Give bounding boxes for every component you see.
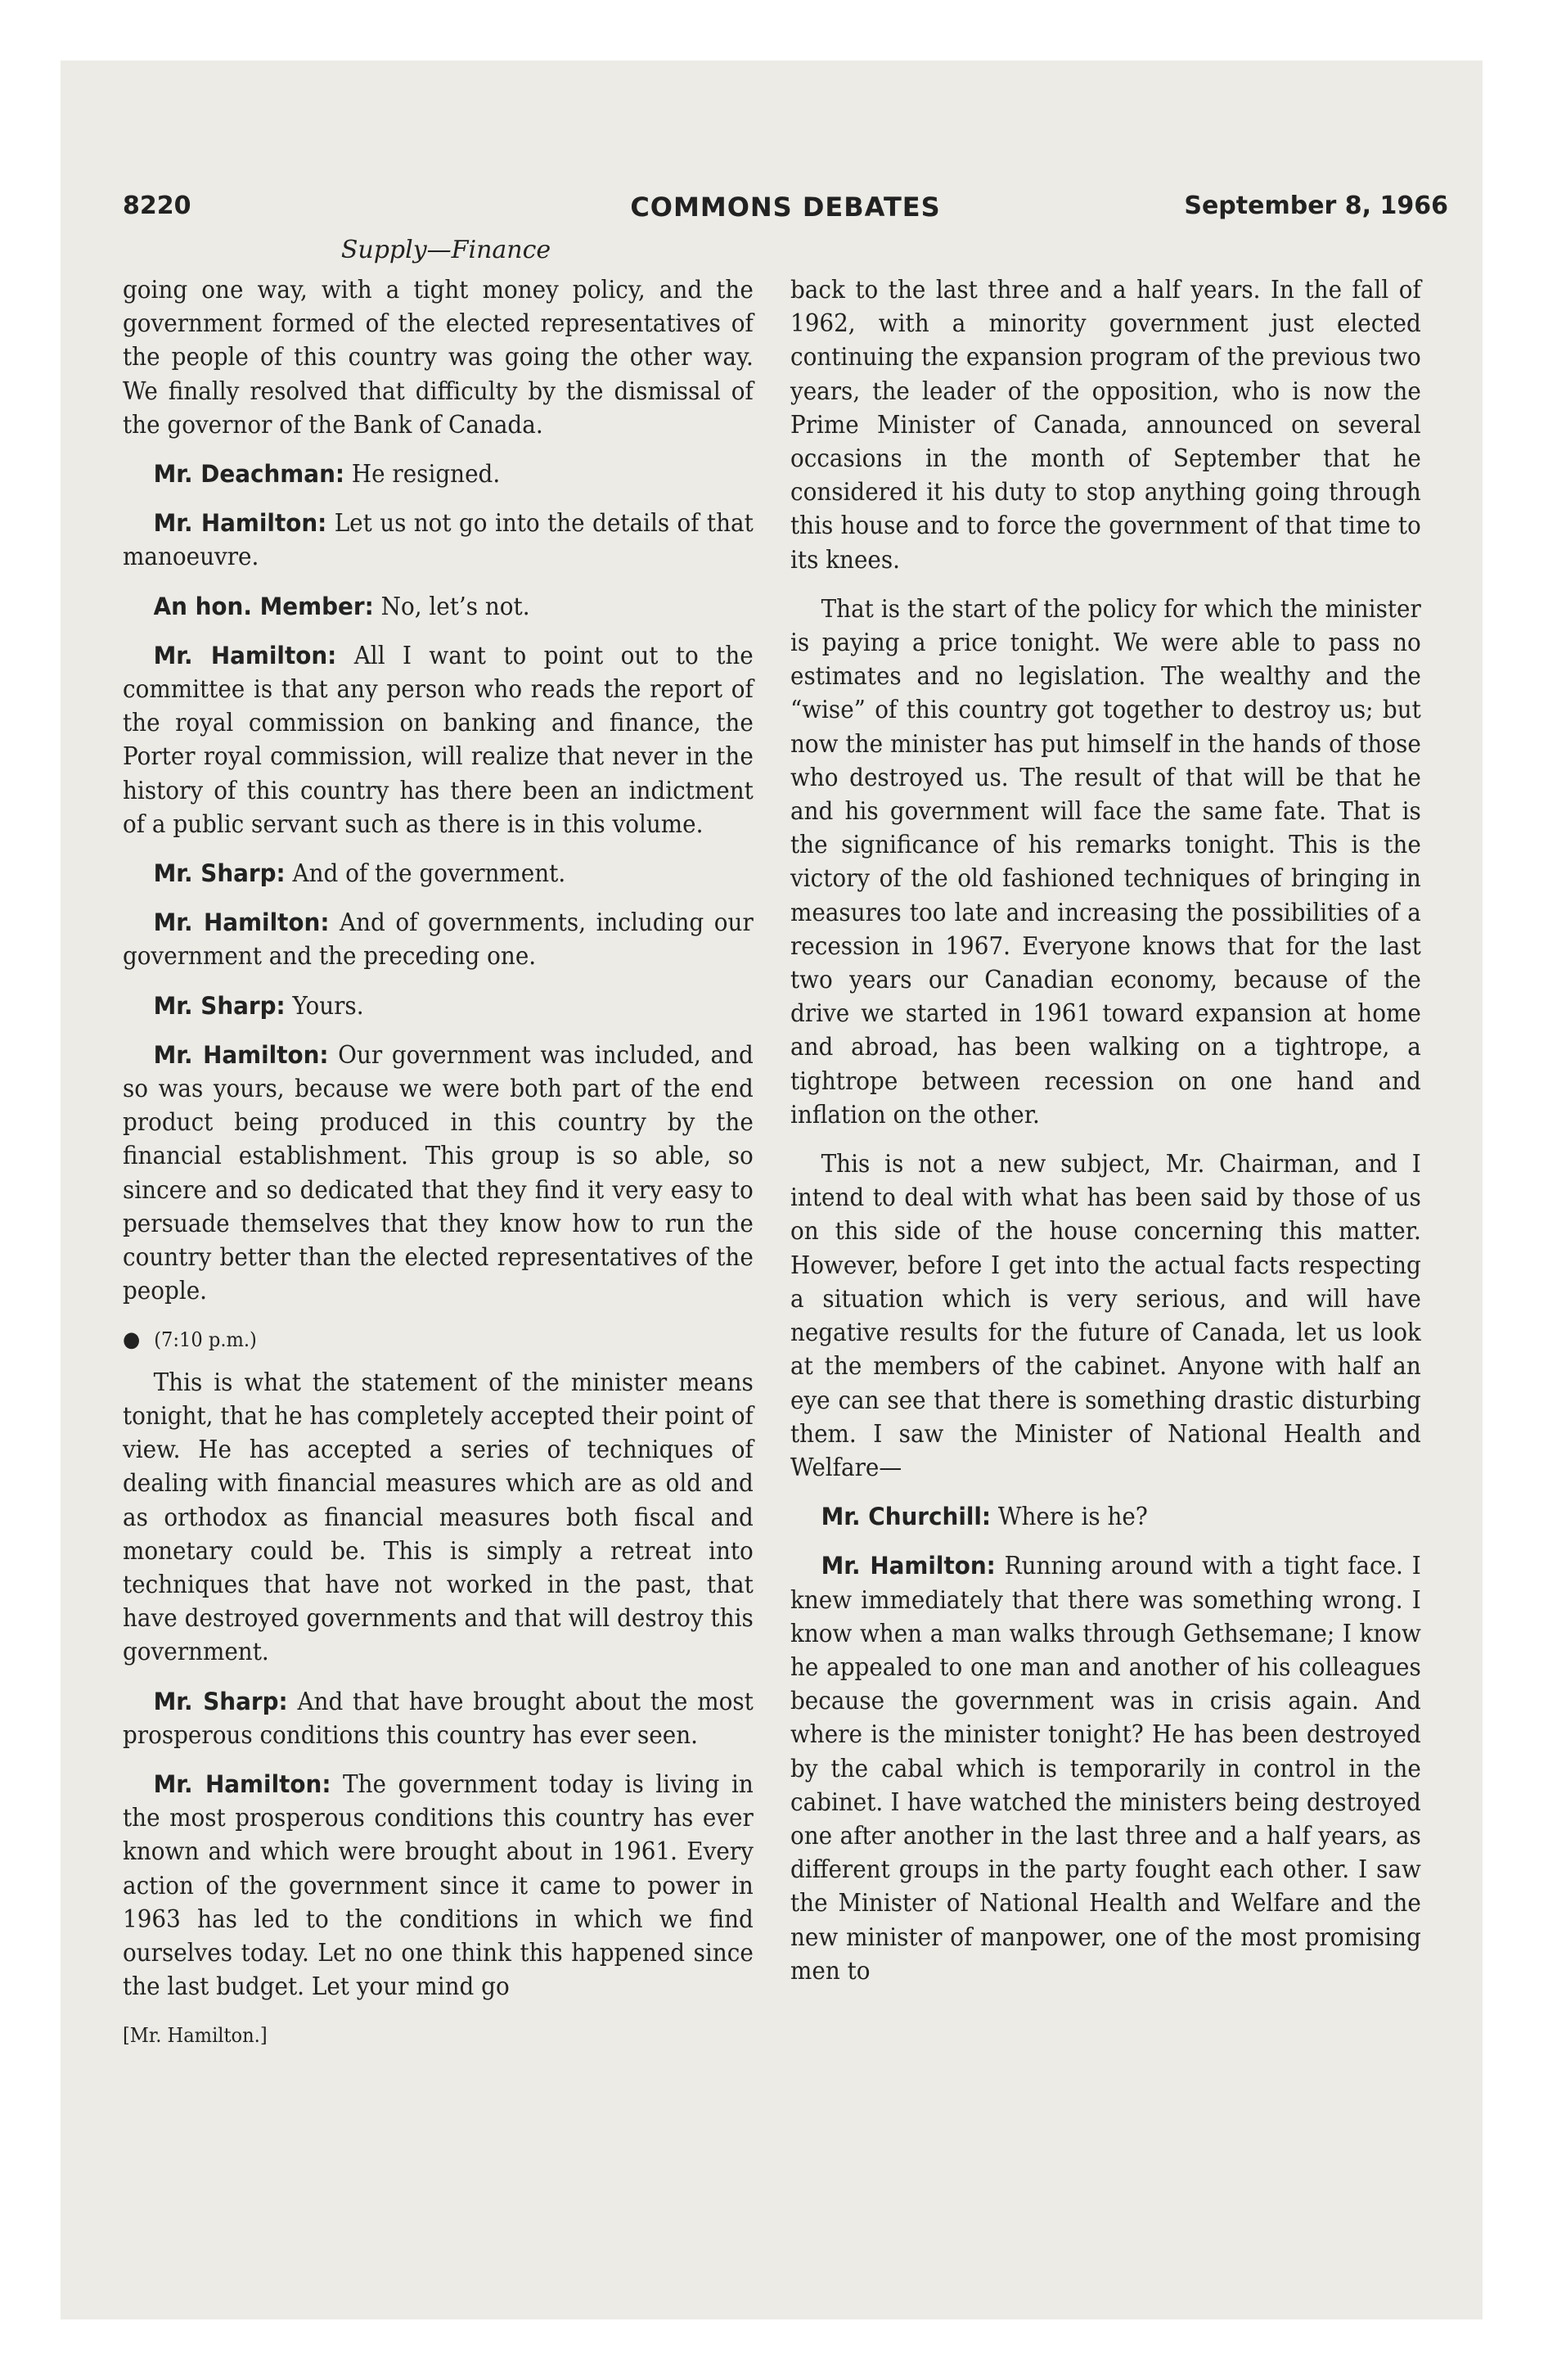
speaker-name: Mr. Hamilton: [153, 509, 327, 538]
paragraph [123, 639, 754, 841]
right-column [790, 273, 1421, 2004]
paragraph-text: Let us not go into the details of that manoeuvre. [123, 509, 754, 571]
speaker-name: Mr. Hamilton: [821, 1552, 996, 1580]
page-number: 8220 [123, 192, 191, 220]
running-title: COMMONS DEBATES [630, 192, 941, 223]
paragraph-text: And of the government. [292, 859, 566, 888]
paragraph [123, 590, 754, 624]
page-header [123, 192, 1448, 241]
paragraph [123, 1768, 754, 2004]
speaker-name: An hon. Member: [153, 592, 374, 620]
speaker-name: Mr. Sharp: [153, 859, 286, 888]
left-column-paragraphs [123, 273, 754, 1308]
speaker-name: Mr. Sharp: [153, 1687, 288, 1715]
paragraph-text: Yours. [292, 991, 364, 1020]
paragraph-text: back to the last three and a half years. In the fall of 1962, with a minority government just elected continuing the expansion program of the previous two years, the leader of the opposition, who is now the Prime Minister of Canada, announced on several occasions in the month of September that he considered it his duty to stop anything going through this house and to force the government of that time to its knees. [790, 276, 1421, 574]
speaker-name: Mr. Hamilton: [153, 1769, 331, 1798]
speaker-name: Mr. Hamilton: [153, 1040, 329, 1069]
paragraph [123, 989, 754, 1023]
paragraph [790, 1549, 1421, 1988]
paragraph [123, 458, 754, 491]
paragraph [123, 1366, 754, 1670]
section-title: Supply—Finance [340, 236, 551, 264]
speaker-name: Mr. Hamilton: [153, 908, 330, 937]
paragraph-text: The government today is living in the most prosperous conditions this country has ever known and which were brought about in 1961. Every action of the government since it came to power in 1963 has led to the conditions in which we find ourselves today. Let no one think this happened since the last budget. Let your mind go [123, 1769, 754, 2001]
paragraph-text: All I want to point out to the committee is that any person who reads the report of the royal commission on banking and finance, the Porter royal commission, will realize that never in the history of this country has there been an indictment of a public servant such as there is in this volume. [123, 641, 754, 838]
speaker-name: Mr. Sharp: [153, 991, 286, 1020]
paragraph-text: Where is he? [997, 1503, 1148, 1531]
bullet-icon: ● [123, 1327, 141, 1353]
paragraph [790, 593, 1421, 1132]
paragraph-text: going one way, with a tight money policy, and the government formed of the elected representatives of the people of this country was going the other way. We finally resolved that difficulty by the dismissal of the governor of the Bank of Canada. [123, 276, 754, 439]
paragraph [790, 1147, 1421, 1485]
right-column-paragraphs [790, 273, 1421, 1988]
footer-speaker: [Mr. Hamilton.] [123, 2024, 268, 2048]
left-column-paragraphs-continued [123, 1366, 754, 2004]
paragraph [123, 507, 754, 574]
paragraph [790, 1500, 1421, 1534]
time-stamp [123, 1323, 754, 1357]
paragraph-text: This is not a new subject, Mr. Chairman, and I intend to deal with what has been said by those of us on this side of the house concerning this matter. However, before I get into the actual facts respecting a situation which is very serious, and will have negative results for the future of Canada, let us look at the members of the cabinet. Anyone with half an eye can see that there is something drastic disturbing them. I saw the Minister of National Health and Welfare— [790, 1150, 1421, 1481]
paragraph-text: He resigned. [351, 460, 501, 489]
paragraph [123, 1685, 754, 1752]
paragraph-text: Running around with a tight face. I knew immediately that there was something wrong. I know when a man walks through Gethsemane; I know he appealed to one man and another of his colleagues because the government was in crisis again. And where is the minister tonight? He has been destroyed by the cabal which is temporarily in control in the cabinet. I have watched the ministers being destroyed one after another in the last three and a half years, as different groups in the party fought each other. I saw the Minister of National Health and Welfare and the new minister of manpower, one of the most promising men to [790, 1552, 1421, 1985]
paragraph-text: And that have brought about the most prosperous conditions this country has ever seen. [123, 1687, 754, 1749]
paragraph-text: This is what the statement of the minister means tonight, that he has completely accepted their point of view. He has accepted a series of techniques of dealing with financial measures which are as old and as orthodox as financial measures both fiscal and monetary could be. This is simply a retreat into techniques that have not worked in the past, that have destroyed governments and that will destroy this government. [123, 1368, 754, 1666]
speaker-name: Mr. Hamilton: [153, 641, 337, 669]
speaker-name: Mr. Churchill: [821, 1503, 992, 1531]
paragraph [123, 906, 754, 973]
left-column [123, 273, 754, 2053]
paragraph [123, 857, 754, 890]
speaker-name: Mr. Deachman: [153, 460, 344, 489]
paragraph-text: No, let’s not. [380, 592, 530, 620]
paragraph-text: That is the start of the policy for which the minister is paying a price tonight. We were able to pass no estimates and no legislation. The wealthy and the “wise” of this country got together to destroy us; but now the minister has put himself in the hands of those who destroyed us. The result of that will be that he and his government will face the same fate. That is the significance of his remarks tonight. This is the victory of the old fashioned techniques of bringing in measures too late and increasing the possibilities of a recession in 1967. Everyone knows that for the last two years our Canadian economy, because of the drive we started in 1961 toward expansion at home and abroad, has been walking on a tightrope, a tightrope between recession on one hand and inflation on the other. [790, 594, 1421, 1129]
time-stamp-text: (7:10 p.m.) [154, 1328, 257, 1352]
paragraph-text: Our government was included, and so was yours, because we were both part of the end product being produced in this country by the financial establishment. This group is so able, so sincere and so dedicated that they find it very easy to persuade themselves that they know how to run the country better than the elected representatives of the people. [123, 1040, 754, 1305]
paragraph [123, 273, 754, 442]
header-date: September 8, 1966 [1184, 192, 1448, 220]
paragraph [123, 1039, 754, 1309]
paragraph-text: And of governments, including our government and the preceding one. [123, 908, 754, 971]
scanned-page [61, 61, 1483, 2319]
paragraph [790, 273, 1421, 577]
